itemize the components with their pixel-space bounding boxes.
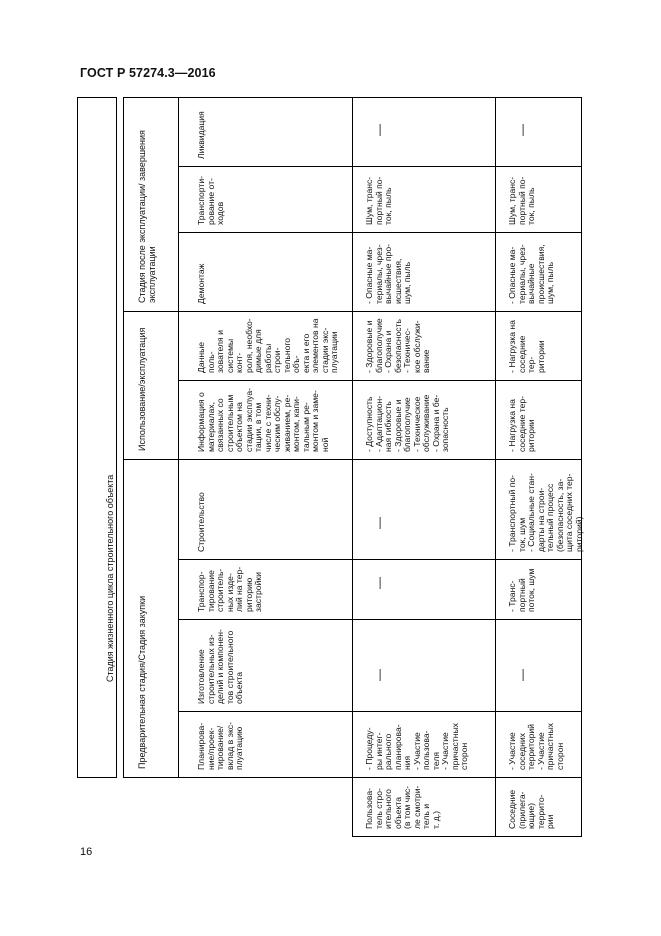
stage-header: Изготовление строительных из- делий и компонен- тов строительного объекта (178, 619, 353, 712)
group-operation: Использование/эксплуатация (123, 311, 179, 460)
table-cell: - Процеду- ры интег- рального планирова- ния - Участие пользова- теля - Участие причастных сторон (352, 711, 496, 778)
table-cell: — (352, 97, 496, 167)
page-number: 16 (80, 846, 93, 858)
table-cell: - Опасные ма- териалы, чрез- вычайные происшествия, шум, пыль (495, 232, 582, 312)
group-preliminary: Предварительная стадия/Стадия закупки (123, 459, 179, 778)
stage-header: Демонтаж (178, 232, 353, 312)
table-cell: — (352, 459, 496, 560)
stage-header: Транспорти- рование от- ходов (178, 166, 353, 233)
stage-header: Транспор- тирование строитель- ных изде- лий на тер- риторию застройки (178, 559, 353, 620)
table-cell: - Нагрузка на соседние тер- ритории (495, 311, 582, 381)
document-header: ГОСТ Р 57274.3—2016 (80, 66, 216, 80)
group-post-operation: Стадия после эксплуатации/ завершения эксплуатации (123, 97, 179, 312)
table-cell: - Здоровые и благополучие - Охрана и безопасность - Техничес- кое обслужи- вание (352, 311, 496, 381)
table-cell: — (352, 559, 496, 620)
stage-header: Строительство (178, 459, 353, 560)
stage-header: Планирова- ние/проек- тирование/ вклад в экс- плуатацию (178, 711, 353, 778)
table-title: Стадия жизненного цикла строительного объекта (77, 97, 117, 778)
table-cell: Шум, транс- портный по- ток, пыль (352, 166, 496, 233)
lifecycle-table (77, 97, 582, 837)
row-label-user: Пользова- тель стро- ительного объекта (в том чис- ле смотри- тель и т. д.) (352, 777, 496, 837)
table-cell: - Транс- портный поток, шум (495, 559, 582, 620)
table-cell: - Опасные ма- териалы, чрез- вычайные про- исшествия, шум, пыль (352, 232, 496, 312)
row-label-neighbors: Соседние (прилега- ющие) террито- рии (495, 777, 582, 837)
table-cell: — (495, 619, 582, 712)
table-cell: - Нагрузка на соседние тер- ритории (495, 380, 582, 460)
stage-header: Данные поль- зователя и системы конт- роля, необхо- димые для работы строи- тельного объ- екта и его элементов на стадии экс- плуатации (178, 311, 353, 381)
table-cell: - Участие соседних территорий - Участие причастных сторон (495, 711, 582, 778)
table-cell: — (495, 97, 582, 167)
table-cell: - Транспортный по- ток, шум - Социальные стан- дарты на строи- тельный процесс (безопасность, за- щита соседних тер- риторий) (495, 459, 582, 560)
stage-header: Ликвидация (178, 97, 353, 167)
table-cell: Шум, транс- портный по- ток, пыль (495, 166, 582, 233)
table-cell: — (352, 619, 496, 712)
table-cell: - Доступность - Адаптацион- ная гибкость - Здоровые и благополучие - Техническое обслуживание - Охрана и бе- зопасность (352, 380, 496, 460)
stage-header: Информация о материалах, связанных со строительным объектом на стадии эксплуа- тации, в том числе с техни- ческим обслу- живанием, ре- монтом, капи- тальным ре- монтом и заме- ной (178, 380, 353, 460)
